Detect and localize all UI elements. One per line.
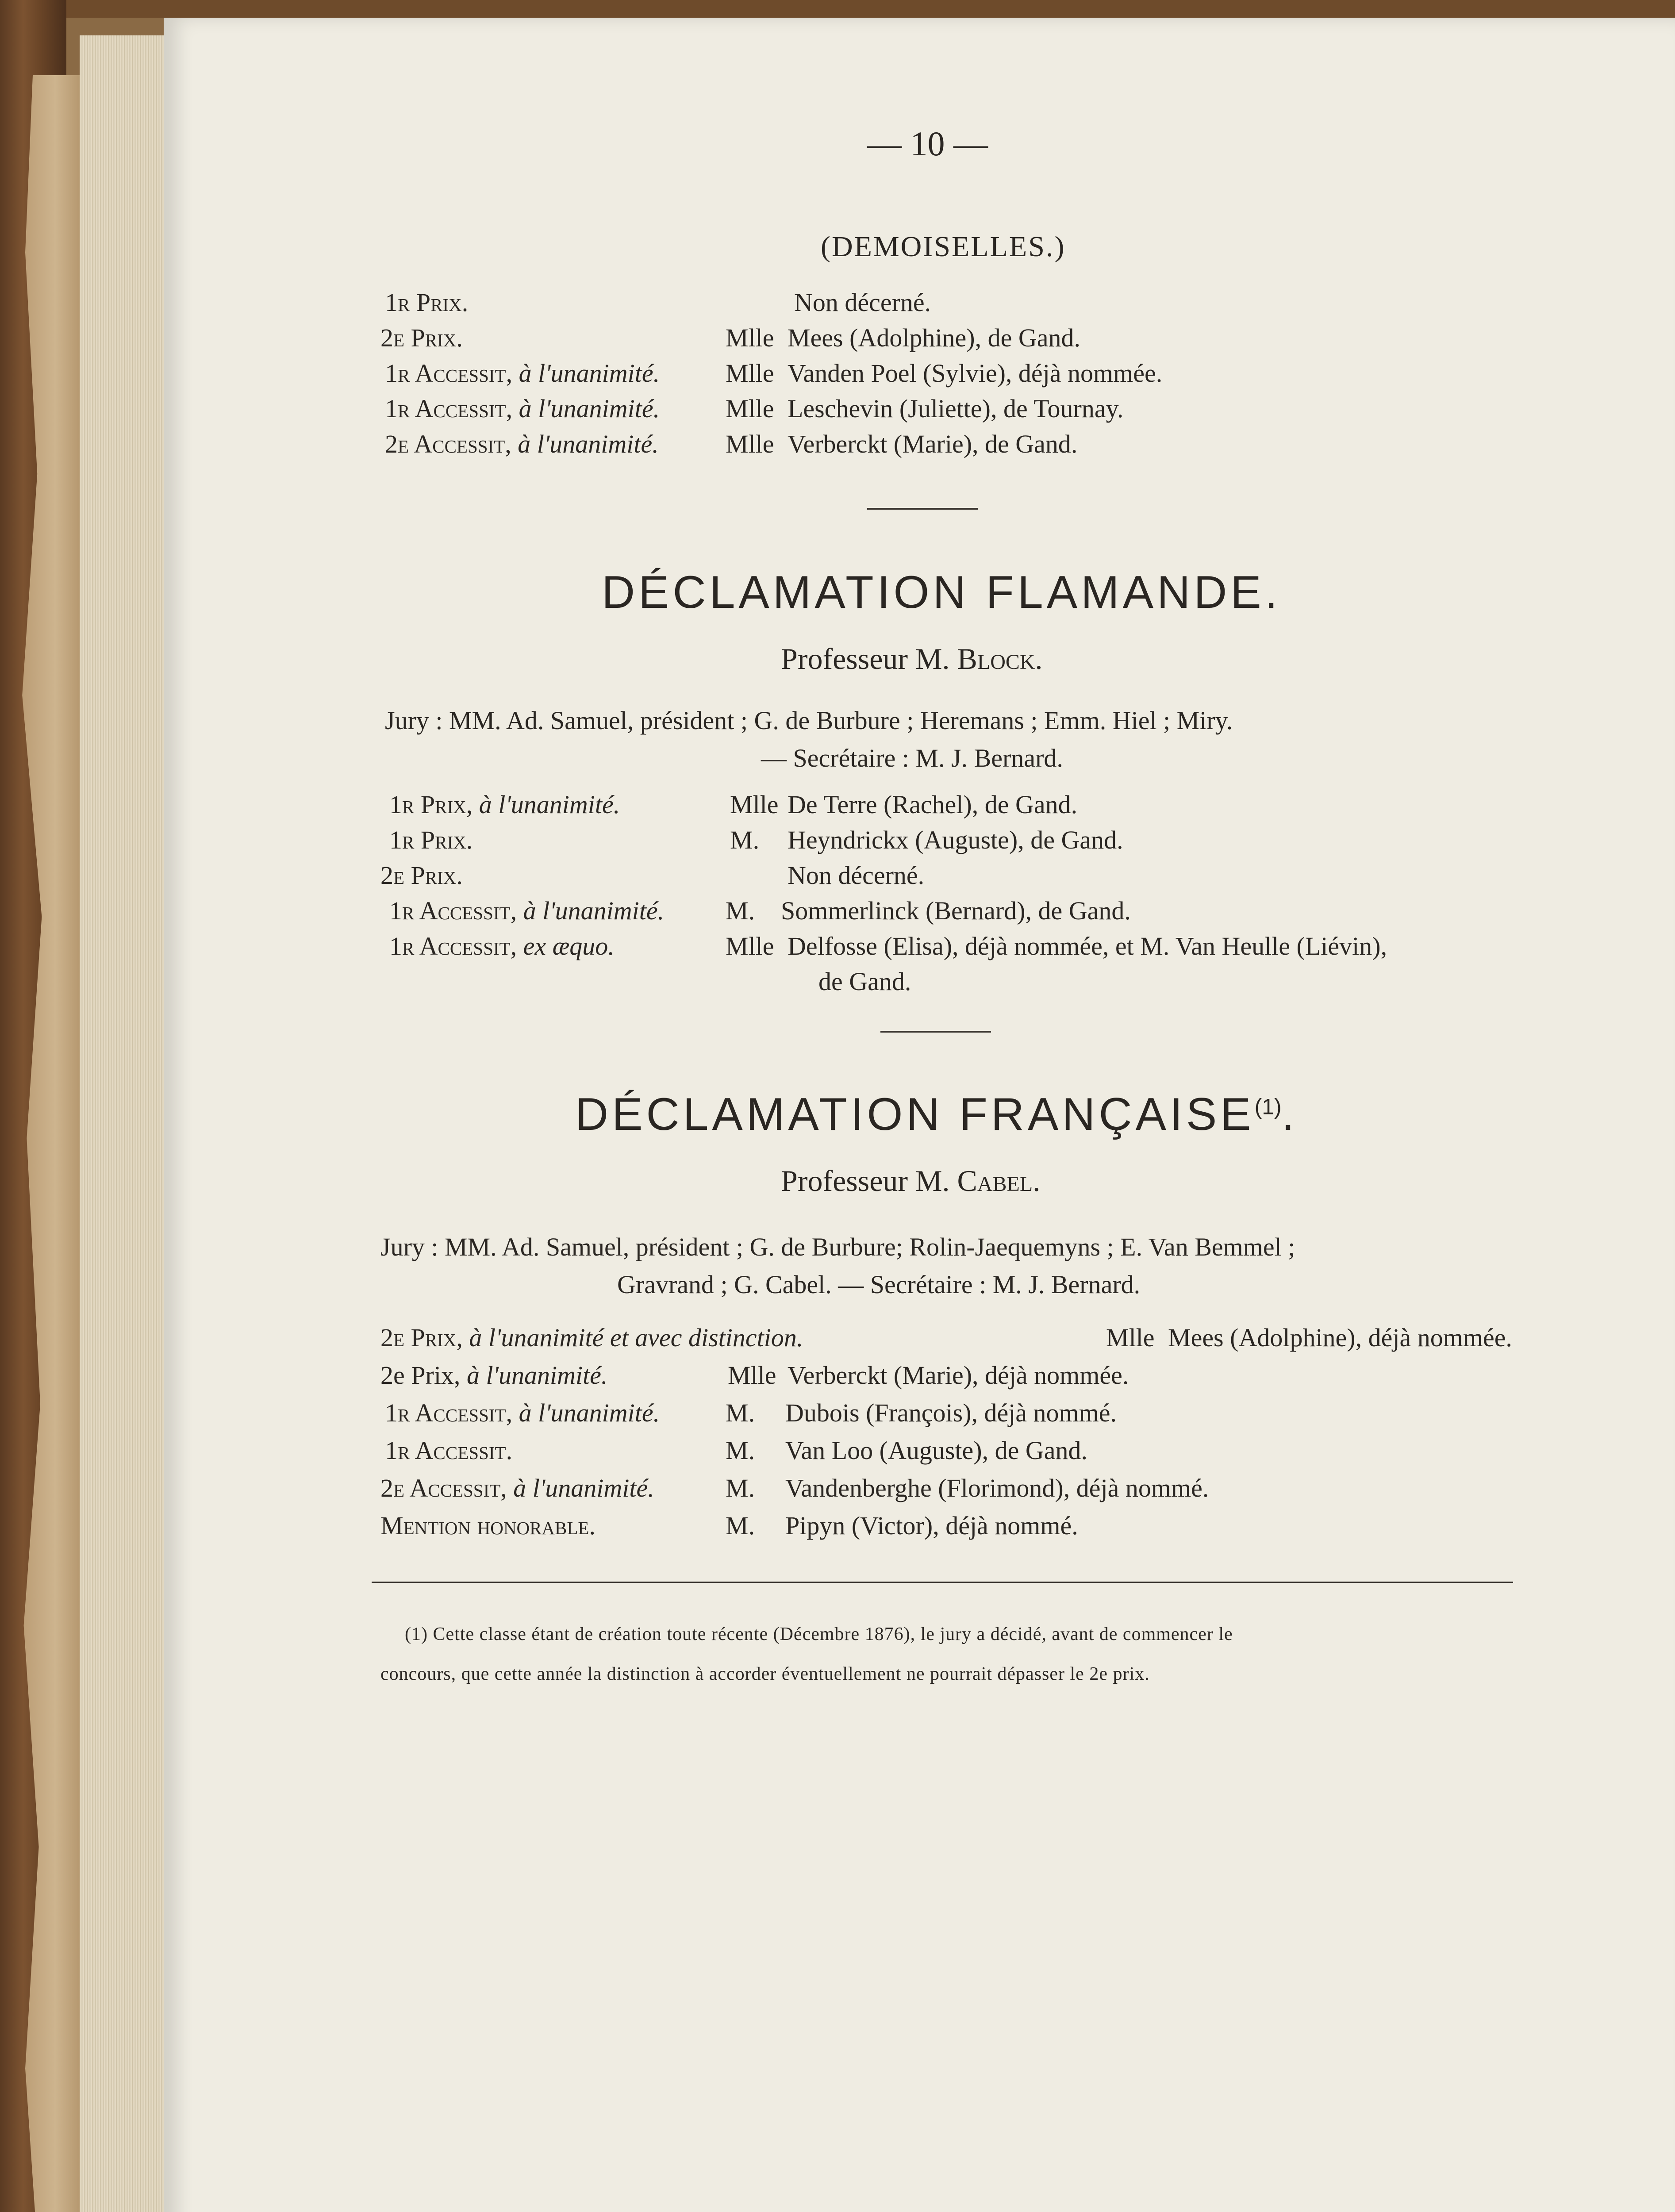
award-label: 1r Accessit, à l'unanimité. — [385, 1398, 660, 1427]
recipient-title: M. — [726, 1436, 755, 1465]
recipient-title: Mlle — [726, 394, 774, 423]
award-label: 2e Prix. — [380, 861, 463, 890]
jury-line: Jury : MM. Ad. Samuel, président ; G. de Burbure; Rolin-Jaequemyns ; E. Van Bemmel ; — [380, 1233, 1295, 1261]
recipient-title: M. — [726, 1474, 755, 1502]
award-label: 1r Accessit, à l'unanimité. — [385, 394, 660, 423]
award-result: Vanden Poel (Sylvie), déjà nommée. — [788, 359, 1163, 388]
professor-line: Professeur M. Block. — [781, 642, 1043, 676]
section-heading-flamande: DÉCLAMATION FLAMANDE. — [602, 567, 1281, 618]
section-divider — [867, 508, 978, 510]
award-label: 2e Accessit, à l'unanimité. — [380, 1474, 654, 1502]
award-label: 1r Prix, à l'unanimité. — [389, 790, 620, 819]
award-label: Mention honorable. — [380, 1511, 595, 1540]
award-result: Van Loo (Auguste), de Gand. — [785, 1436, 1087, 1465]
award-label: 1r Accessit, à l'unanimité. — [385, 359, 660, 388]
section-subtitle-demoiselles: (DEMOISELLES.) — [821, 230, 1066, 263]
recipient-title: Mlle — [726, 359, 774, 388]
page-number: — 10 — — [867, 124, 988, 163]
recipient-title: M. — [726, 1398, 755, 1427]
footnote-line: concours, que cette année la distinction à accorder éventuellement ne pourrait dépasser le 2e prix. — [380, 1664, 1150, 1684]
award-result: Leschevin (Juliette), de Tournay. — [788, 394, 1124, 423]
recipient-title: Mlle — [726, 430, 774, 458]
award-result: Heyndrickx (Auguste), de Gand. — [788, 826, 1123, 854]
award-result: Mees (Adolphine), de Gand. — [788, 323, 1080, 352]
footnote-rule — [372, 1582, 1513, 1583]
jury-secretary-line: — Secrétaire : M. J. Bernard. — [761, 744, 1063, 772]
award-result: Dubois (François), déjà nommé. — [785, 1398, 1117, 1427]
award-result: Sommerlinck (Bernard), de Gand. — [781, 896, 1131, 925]
page-stack-edge — [80, 35, 168, 2212]
award-result: Verberckt (Marie), déjà nommée. — [788, 1361, 1129, 1390]
section-heading-francaise: DÉCLAMATION FRANÇAISE$^{(1)}$. — [575, 1089, 1298, 1140]
award-result: Non décerné. — [788, 861, 925, 890]
book-top-edge — [0, 0, 1675, 18]
award-result: Verberckt (Marie), de Gand. — [788, 430, 1078, 458]
recipient-title: M. — [726, 1511, 755, 1540]
award-label: 1r Accessit. — [385, 1436, 513, 1465]
award-label: 2e Prix, à l'unanimité et avec distinction. — [380, 1323, 803, 1352]
award-result: De Terre (Rachel), de Gand. — [788, 790, 1078, 819]
award-result: Vandenberghe (Florimond), déjà nommé. — [785, 1474, 1209, 1502]
award-result: Mees (Adolphine), déjà nommée. — [1168, 1323, 1512, 1352]
award-label: 2e Prix, à l'unanimité. — [380, 1361, 608, 1390]
award-label: 1r Accessit, ex æquo. — [389, 932, 615, 960]
jury-line: Jury : MM. Ad. Samuel, président ; G. de Burbure ; Heremans ; Emm. Hiel ; Miry. — [385, 706, 1233, 735]
footnote-line: (1) Cette classe étant de création toute récente (Décembre 1876), le jury a décidé, avant de commencer le — [405, 1624, 1233, 1644]
award-result: Delfosse (Elisa), déjà nommée, et M. Van Heulle (Liévin), — [788, 932, 1387, 960]
recipient-title: Mlle — [726, 932, 774, 960]
award-label: 1r Prix. — [385, 288, 469, 317]
award-result: Pipyn (Victor), déjà nommé. — [785, 1511, 1078, 1540]
jury-secretary-line: Gravrand ; G. Cabel. — Secrétaire : M. J. Bernard. — [617, 1270, 1141, 1299]
recipient-title: M. — [726, 896, 755, 925]
recipient-title: Mlle — [1106, 1323, 1155, 1352]
recipient-title: M. — [730, 826, 760, 854]
recipient-title: Mlle — [726, 323, 774, 352]
award-label: 1r Accessit, à l'unanimité. — [389, 896, 665, 925]
recipient-title: Mlle — [730, 790, 779, 819]
award-result: Non décerné. — [794, 288, 931, 317]
award-result-continuation: de Gand. — [818, 967, 911, 996]
award-label: 2e Accessit, à l'unanimité. — [385, 430, 659, 458]
recipient-title: Mlle — [728, 1361, 776, 1390]
award-label: 2e Prix. — [380, 323, 463, 352]
professor-line: Professeur M. Cabel. — [781, 1164, 1041, 1198]
award-label: 1r Prix. — [389, 826, 473, 854]
section-divider — [880, 1031, 991, 1033]
